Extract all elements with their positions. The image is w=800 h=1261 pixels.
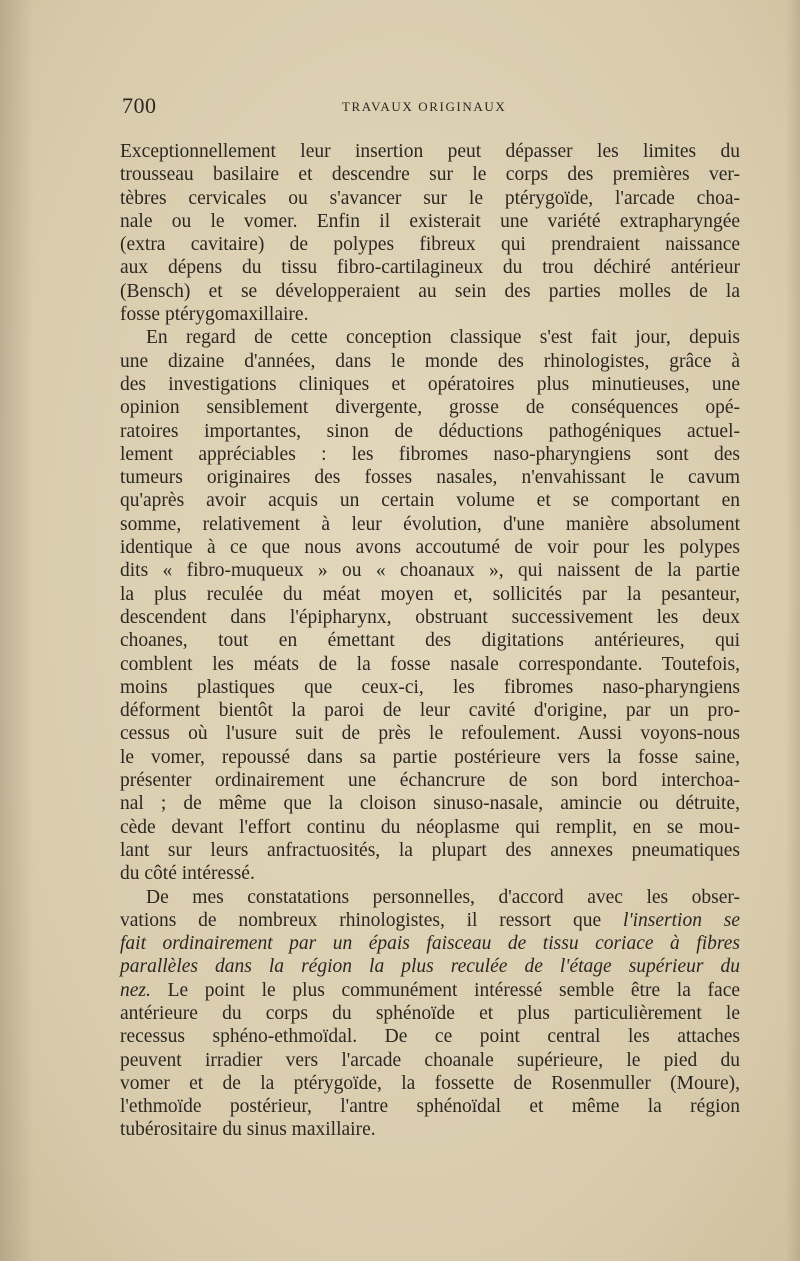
text-line: moins plastiques que ceux-ci, les fibromes naso-pharyngiens	[120, 676, 740, 698]
text-line: cessus où l'usure suit de près le refoulement. Aussi voyons-nous	[120, 723, 740, 745]
text-line: déforment bientôt la paroi de leur cavité d'origine, par un pro-	[120, 700, 740, 722]
text-line: tèbres cervicales ou s'avancer sur le ptérygoïde, l'arcade choa-	[120, 187, 740, 209]
text-line: cède devant l'effort continu du néoplasme qui remplit, en se mou-	[120, 816, 740, 838]
text-line: une dizaine d'années, dans le monde des rhinologistes, grâce à	[120, 350, 740, 372]
text-line	[120, 979, 740, 1002]
text-line: En regard de cette conception classique s'est fait jour, depuis	[146, 327, 740, 349]
text-line: (Bensch) et se développeraient au sein des parties molles de la	[120, 280, 740, 302]
text-line: somme, relativement à leur évolution, d'une manière absolument	[120, 513, 740, 535]
text-line: aux dépens du tissu fibro-cartilagineux du trou déchiré antérieur	[120, 257, 740, 279]
text-line: l'ethmoïde postérieur, l'antre sphénoïdal et même la région	[120, 1096, 740, 1118]
text-line: opinion sensiblement divergente, grosse de conséquences opé-	[120, 397, 740, 419]
text-line: tubérositaire du sinus maxillaire.	[120, 1119, 376, 1141]
text-line	[120, 955, 740, 978]
page-edge-shadow-left	[0, 0, 34, 1261]
emphasis-run: l'insertion se	[623, 909, 741, 931]
text-run: vations de nombreux rhinologistes, il ressort que	[120, 909, 602, 931]
text-line: recessus sphéno-ethmoïdal. De ce point central les attaches	[120, 1026, 740, 1048]
text-line: Exceptionnellement leur insertion peut dépasser les limites du	[120, 141, 740, 162]
text-line: trousseau basilaire et descendre sur le corps des premières ver-	[120, 164, 740, 186]
running-title: TRAVAUX ORIGINAUX	[342, 99, 507, 114]
text-line: qu'après avoir acquis un certain volume et se comportant en	[120, 490, 740, 512]
text-line: choanes, tout en émettant des digitations antérieures, qui	[120, 630, 740, 652]
text-line	[120, 909, 740, 932]
page-edge-shadow-right	[786, 0, 800, 1261]
emphasis-run: parallèles dans la région la plus reculée de l'étage supérieur du	[120, 956, 740, 978]
text-line: tumeurs originaires des fosses nasales, n'envahissant le cavum	[120, 467, 740, 489]
page-header	[122, 93, 742, 121]
text-run: Le point le plus communément intéressé semble être la face	[167, 979, 741, 1001]
text-line: des investigations cliniques et opératoires plus minutieuses, une	[120, 373, 740, 395]
text-line: le vomer, repoussé dans sa partie postérieure vers la fosse saine,	[120, 746, 740, 768]
page-number: 700	[122, 93, 157, 118]
text-line: dits « fibro-muqueux » ou « choanaux », qui naissent de la partie	[120, 560, 740, 582]
text-line: nal ; de même que la cloison sinuso-nasale, amincie ou détruite,	[120, 793, 740, 815]
text-line: De mes constatations personnelles, d'accord avec les obser-	[146, 886, 740, 908]
text-line: lement appréciables : les fibromes naso-pharyngiens sont des	[120, 443, 740, 465]
text-line: comblent les méats de la fosse nasale correspondante. Toutefois,	[120, 653, 740, 675]
text-line: peuvent irradier vers l'arcade choanale supérieure, le pied du	[120, 1049, 740, 1071]
body-text	[120, 140, 740, 1142]
text-line: présenter ordinairement une échancrure de son bord interchoa-	[120, 770, 740, 792]
text-line: lant sur leurs anfractuosités, la plupart des annexes pneumatiques	[120, 839, 740, 861]
emphasis-run: nez.	[120, 979, 151, 1001]
text-line: descendent dans l'épipharynx, obstruant successivement les deux	[120, 606, 740, 628]
text-line: la plus reculée du méat moyen et, sollicités par la pesanteur,	[120, 583, 740, 605]
text-line: du côté intéressé.	[120, 863, 255, 885]
text-line: ratoires importantes, sinon de déductions pathogéniques actuel-	[120, 420, 740, 442]
text-line: fosse ptérygomaxillaire.	[120, 304, 309, 326]
text-line: vomer et de la ptérygoïde, la fossette de Rosenmuller (Moure),	[120, 1072, 740, 1094]
text-line: identique à ce que nous avons accoutumé de voir pour les polypes	[120, 537, 740, 559]
text-line: antérieure du corps du sphénoïde et plus particulièrement le	[120, 1002, 740, 1024]
text-line: nale ou le vomer. Enfin il existerait une variété extrapharyngée	[120, 210, 740, 232]
text-line: (extra cavitaire) de polypes fibreux qui prendraient naissance	[120, 234, 740, 256]
text-line	[120, 932, 740, 955]
emphasis-run: fait ordinairement par un épais faisceau de tissu coriace à fibres	[120, 933, 740, 955]
